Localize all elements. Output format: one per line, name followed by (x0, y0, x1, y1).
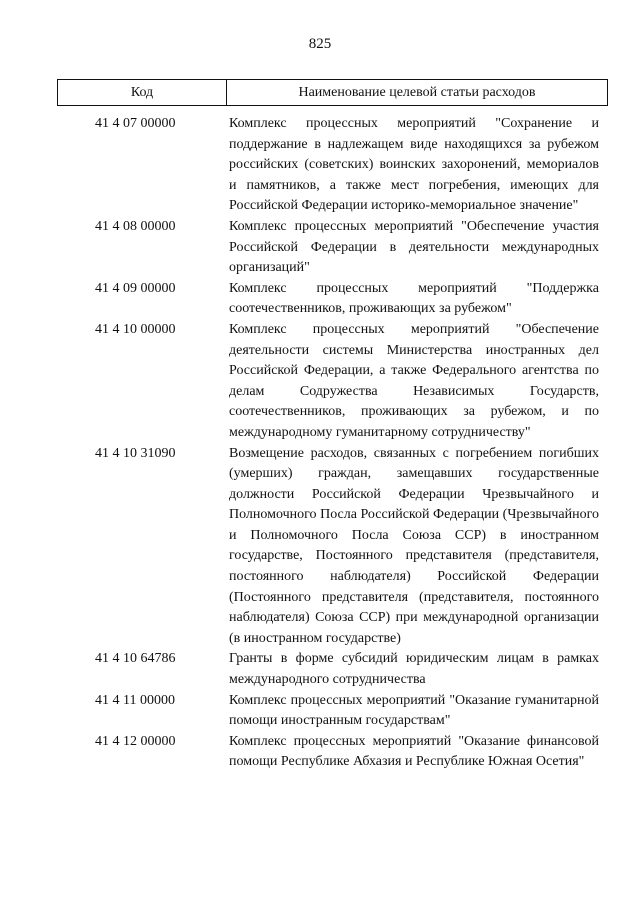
page-number: 825 (308, 36, 332, 52)
row-code: 41 4 08 00000 (95, 218, 176, 234)
table-row (0, 279, 640, 320)
header-code: Код (58, 80, 227, 105)
table-row (0, 732, 640, 773)
table-body (0, 114, 640, 773)
table-row (0, 691, 640, 732)
row-code: 41 4 10 31090 (95, 445, 176, 461)
row-name: Комплекс процессных мероприятий "Поддержка соотечественников, проживающих за рубежом" (229, 280, 599, 317)
row-code: 41 4 10 64786 (95, 651, 176, 667)
table-row (0, 649, 640, 690)
row-name: Комплекс процессных мероприятий "Обеспечение деятельности системы Министерства иностранных дел Российской Федерации, а также Федерального агентства по делам Содружества Независимых Государств, соотечественников, проживающих за рубежом, и по международному гуманитарному сотрудничеству" (229, 321, 599, 440)
table-row (0, 217, 640, 279)
table-row (0, 114, 640, 217)
row-code: 41 4 12 00000 (95, 733, 176, 749)
row-code: 41 4 10 00000 (95, 321, 176, 337)
table-header (57, 79, 608, 106)
row-code: 41 4 09 00000 (95, 280, 176, 296)
row-name: Комплекс процессных мероприятий "Оказание гуманитарной помощи иностранным государствам" (229, 692, 599, 729)
row-name: Комплекс процессных мероприятий "Обеспечение участия Российской Федерации в деятельности международных организаций" (229, 218, 599, 276)
table-row (0, 320, 640, 444)
row-name: Возмещение расходов, связанных с погребением погибших (умерших) граждан, замещавших государственные должности Российской Федерации Чрезвычайного и Полномочного Посла Российской Федерации (Чрезвычайного и Полномочного Посла Союза ССР) в иностранном государстве, Постоянного представителя (представителя, постоянного наблюдателя) Российской Федерации (Постоянного представителя (представителя, постоянного наблюдателя) Союза ССР) при международной организации (в иностранном государстве) (229, 445, 599, 646)
row-name: Гранты в форме субсидий юридическим лицам в рамках международного сотрудничества (229, 651, 599, 688)
row-name: Комплекс процессных мероприятий "Оказание финансовой помощи Республике Абхазия и Республике Южная Осетия" (229, 733, 599, 770)
row-code: 41 4 07 00000 (95, 116, 176, 131)
header-name: Наименование целевой статьи расходов (298, 84, 536, 100)
row-name: Комплекс процессных мероприятий "Сохранение и поддержание в надлежащем виде находящихся за рубежом российских (советских) воинских захоронений, мемориалов и памятников, а также мест погребения, имеющих для Российской Федерации историко-мемориальное значение" (229, 116, 599, 214)
row-code: 41 4 11 00000 (95, 692, 175, 708)
table-row (0, 444, 640, 650)
